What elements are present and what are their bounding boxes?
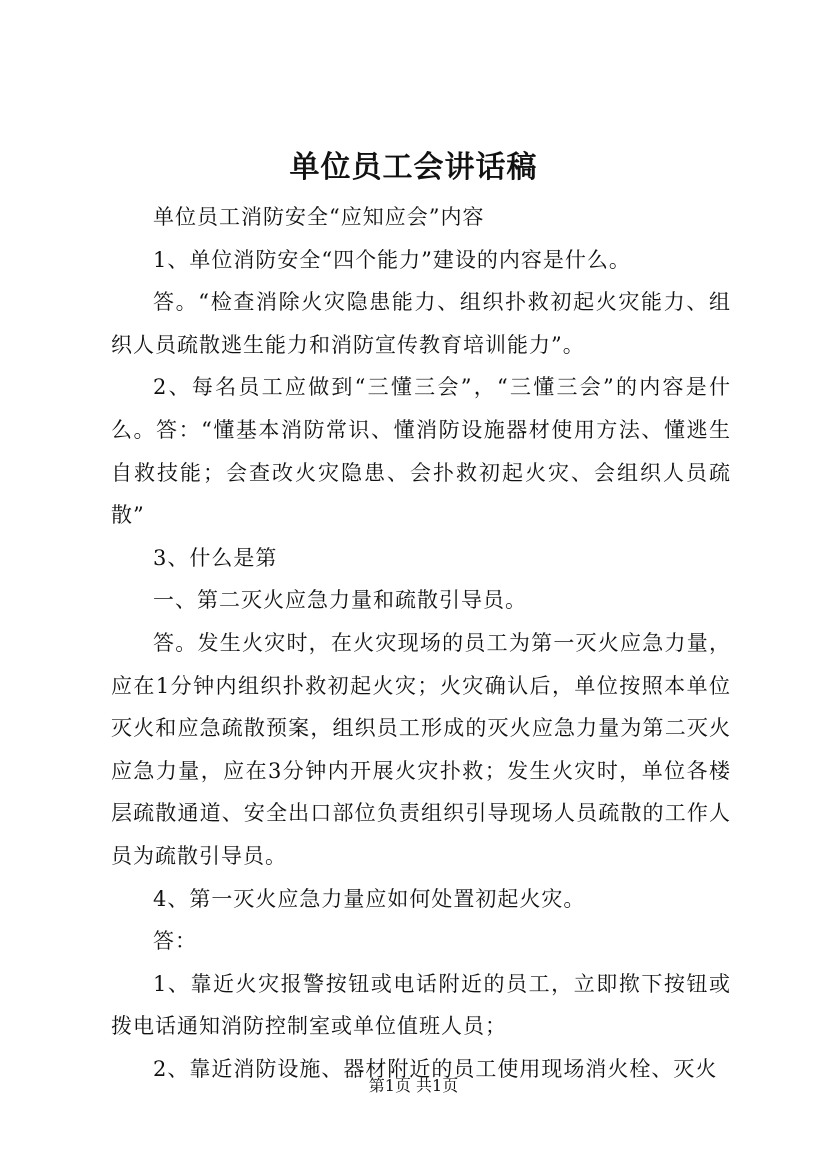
paragraph-question-3: 3、什么是第 — [153, 545, 278, 570]
page-footer: 第1页 共1页 — [368, 1076, 459, 1095]
document-body — [111, 196, 731, 1090]
paragraph-answer-3: 答。发生火灾时，在火灾现场的员工为第一灭火应急力量，应在1分钟内组织扑救初起火灾；火灾确认后，单位按照本单位灭火和应急疏散预案，组织员工形成的灭火应急力量为第二灭火应急力量，应在3分钟内开展火灾扑救；发生火灾时，单位各楼层疏散通道、安全出口部位负责组织引导现场人员疏散的工作人员为疏散引导员。 — [111, 630, 731, 868]
paragraph-answer-4-item-1: 1、靠近火灾报警按钮或电话附近的员工，立即揿下按钮或拨电话通知消防控制室或单位值班人员； — [111, 971, 731, 1039]
paragraph-answer-1: 答。“检查消除火灾隐患能力、组织扑救初起火灾能力、组织人员疏散逃生能力和消防宣传教育培训能力”。 — [111, 290, 731, 357]
paragraph-question-3-continued: 一、第二灭火应急力量和疏散引导员。 — [153, 588, 527, 613]
paragraph-question-1: 1、单位消防安全“四个能力”建设的内容是什么。 — [153, 247, 631, 272]
document-title: 单位员工会讲话稿 — [289, 150, 538, 185]
paragraph-answer-4-item-2: 2、靠近消防设施、器材附近的员工使用现场消火栓、灭火 — [153, 1056, 718, 1081]
paragraph-answer-4-label: 答： — [153, 929, 197, 954]
paragraph-question-answer-2: 2、每名员工应做到“三懂三会”，“三懂三会”的内容是什么。答：“懂基本消防常识、懂消防设施器材使用方法、懂逃生自救技能；会查改火灾隐患、会扑救初起火灾、会组织人员疏散” — [111, 375, 731, 528]
paragraph-heading: 单位员工消防安全“应知应会”内容 — [153, 205, 485, 229]
paragraph-question-4: 4、第一灭火应急力量应如何处置初起火灾。 — [153, 886, 586, 911]
